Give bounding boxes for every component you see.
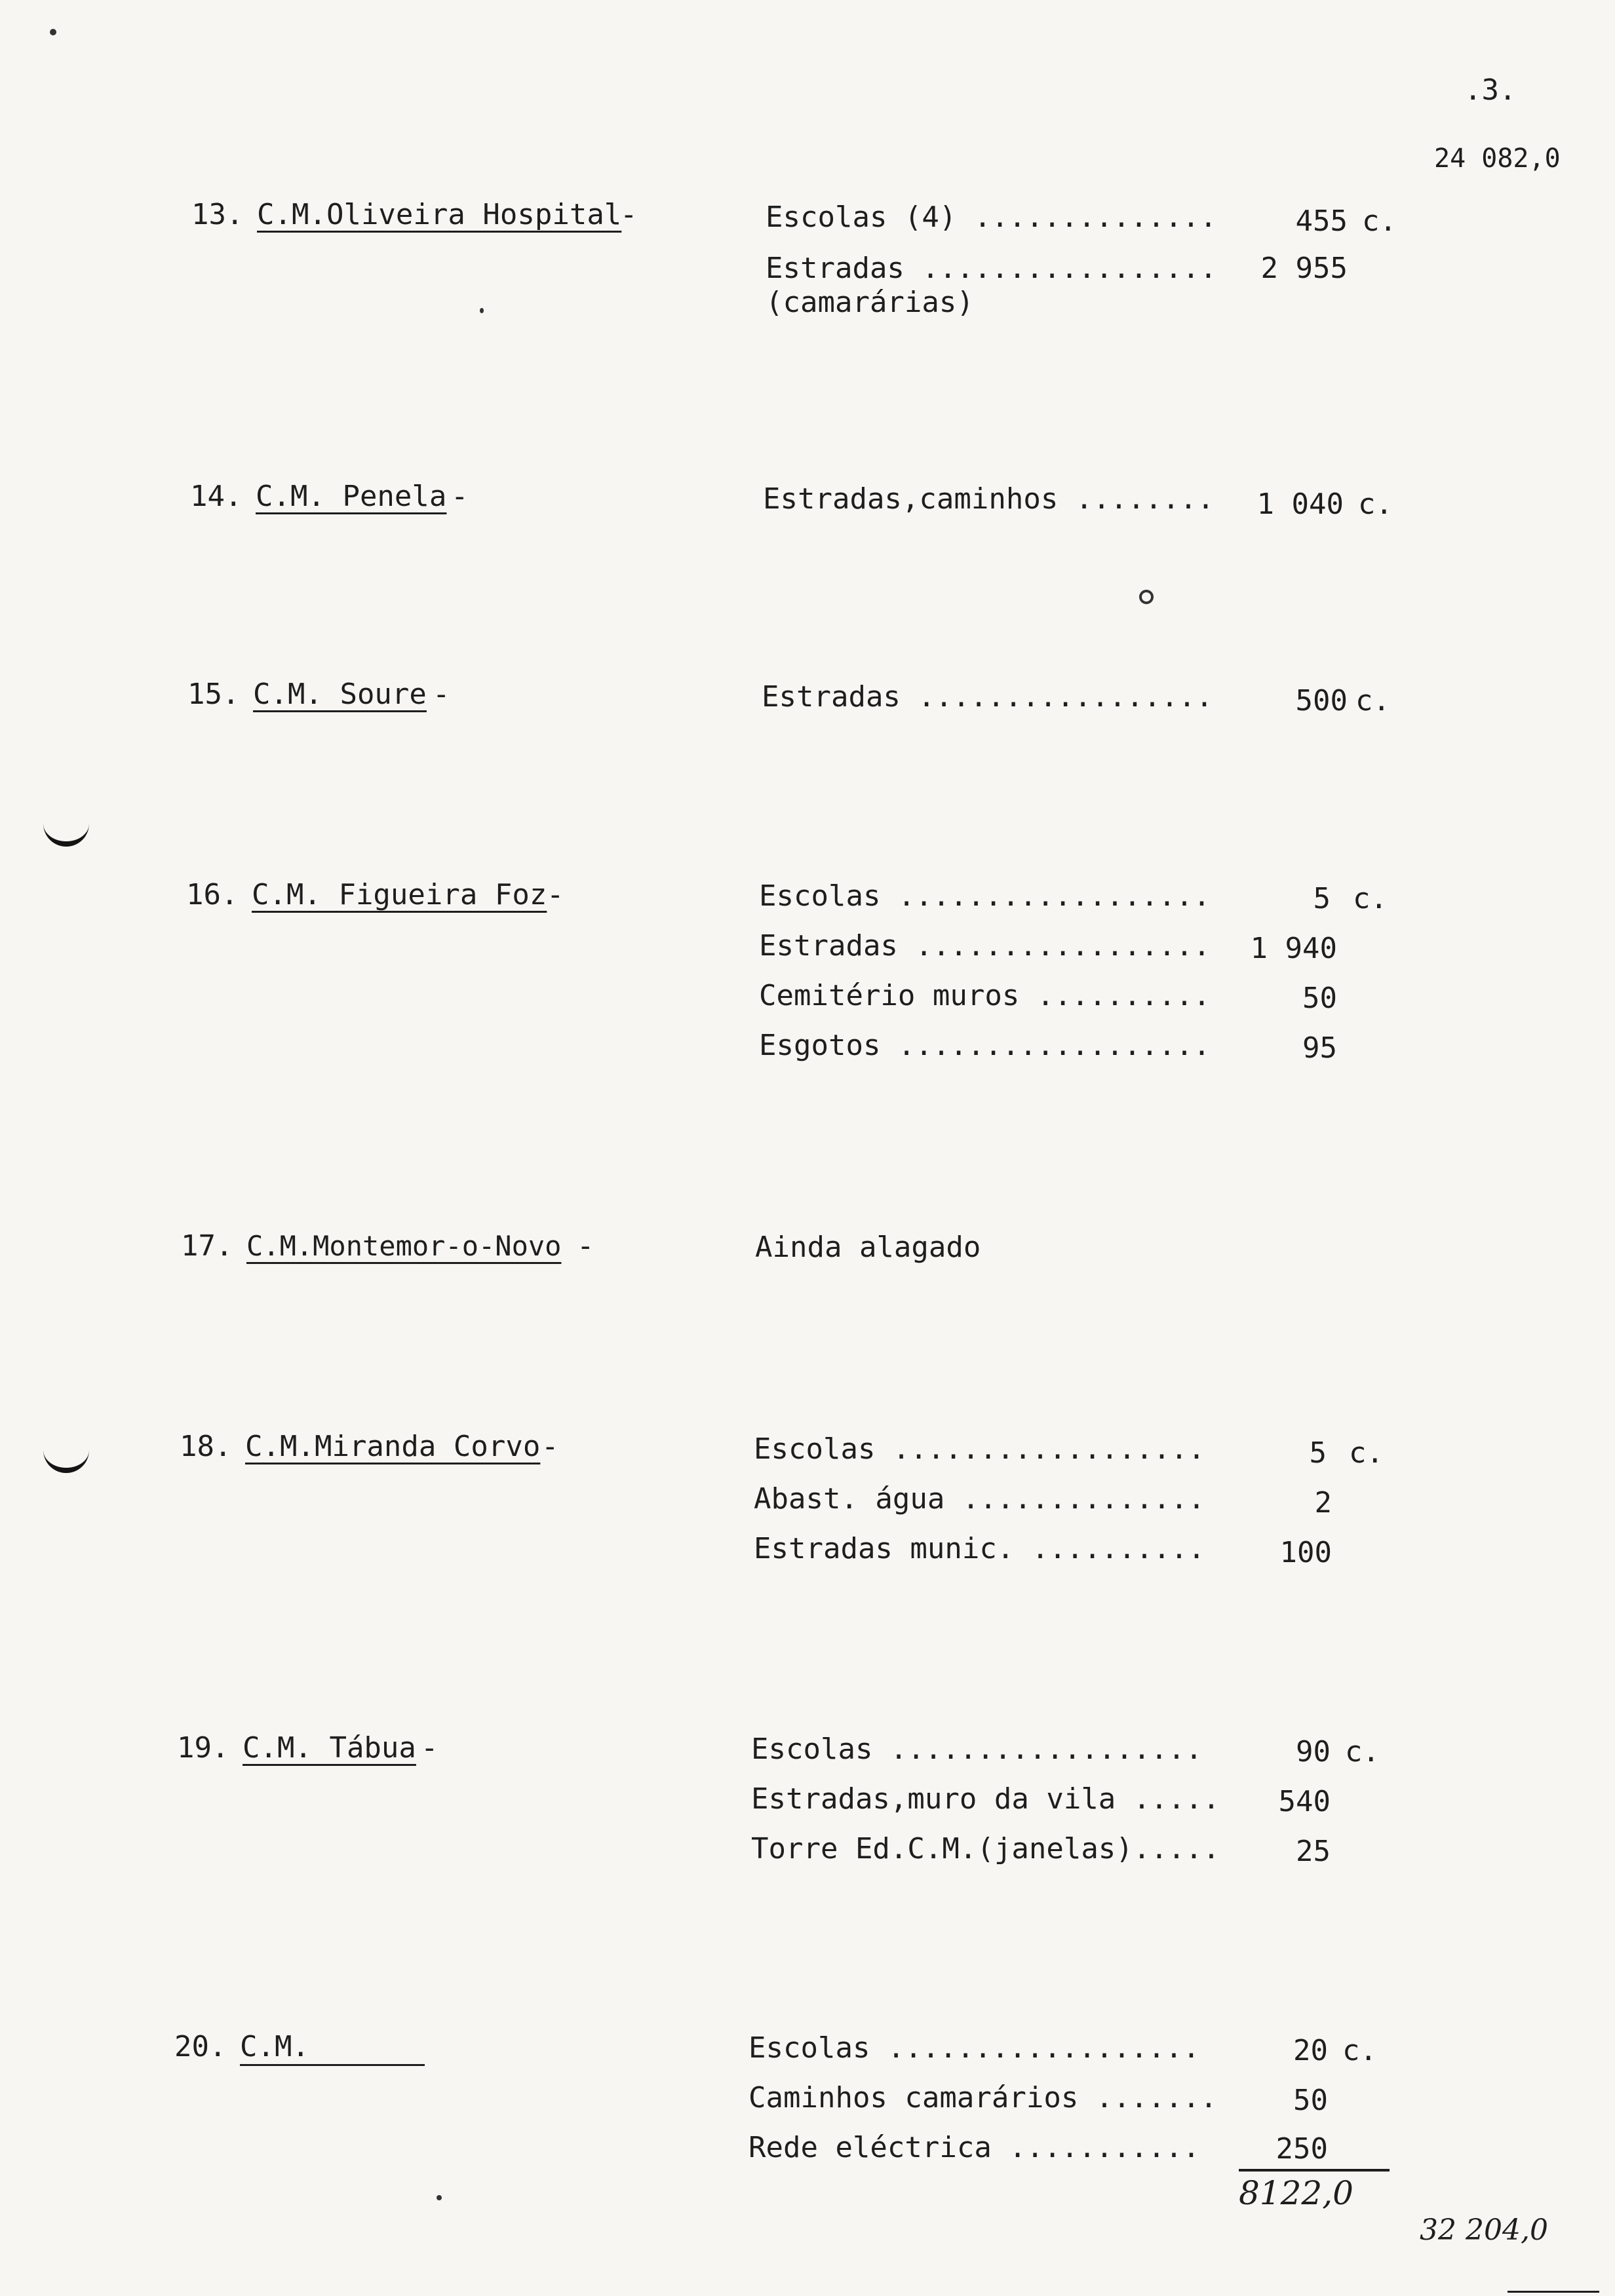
entry-dash: - (433, 678, 450, 711)
item-description: Escolas (4) .............. (766, 201, 1217, 234)
item-value: 2 (1314, 1486, 1332, 1520)
item-description: Estradas,caminhos ........ (763, 482, 1215, 516)
item-value: 540 (1278, 1785, 1331, 1818)
item-value: 455 (1295, 204, 1348, 238)
item-value: 250 (1275, 2132, 1328, 2166)
entry-name: C.M. Figueira Foz (252, 878, 547, 911)
speck (1139, 590, 1154, 604)
item-description: Abast. água .............. (754, 1482, 1205, 1516)
item-description: Cemitério muros .......... (759, 979, 1211, 1012)
speck (50, 29, 56, 35)
item-value: 1 040 (1256, 488, 1344, 521)
item-description: (camarárias) (766, 286, 974, 319)
item-description: Esgotos .................. (759, 1029, 1211, 1062)
item-value: 5 (1313, 882, 1331, 915)
item-value: 50 (1293, 2084, 1328, 2117)
entry-dash: - (547, 878, 564, 911)
item-value: 100 (1279, 1536, 1332, 1569)
item-description: Escolas .................. (751, 1732, 1203, 1766)
entry-name: C.M.Montemor-o-Novo (246, 1230, 562, 1262)
speck (437, 2195, 442, 2200)
item-unit: c. (1345, 1735, 1380, 1769)
item-description: Torre Ed.C.M.(janelas)..... (751, 1832, 1220, 1866)
entry-number: 14. (190, 480, 243, 513)
item-description: Rede eléctrica ........... (749, 2131, 1200, 2164)
item-description: Estradas ................. (762, 680, 1213, 714)
item-value: 5 (1309, 1436, 1327, 1470)
item-unit: c. (1353, 882, 1388, 915)
item-value: 1 940 (1250, 932, 1337, 965)
entry-dash: - (421, 1731, 438, 1765)
entry-name: C.M. Penela (256, 480, 447, 513)
entry-number: 18. (180, 1430, 232, 1463)
punch-hole-mark (43, 1439, 89, 1473)
item-unit: c. (1358, 488, 1393, 521)
item-unit: c. (1362, 204, 1397, 238)
entry-number: 20. (174, 2030, 227, 2063)
item-value: 500 (1295, 684, 1348, 718)
item-value: 2 955 (1260, 252, 1348, 285)
item-description: Escolas .................. (754, 1432, 1205, 1466)
corner-rule (1508, 2291, 1599, 2293)
entry-dash: - (577, 1229, 594, 1263)
entry-number: 19. (177, 1731, 229, 1765)
entry-name: C.M. (240, 2030, 309, 2063)
entry-number: 16. (186, 878, 239, 911)
entry-number: 13. (191, 198, 244, 231)
item-description: Caminhos camarários ....... (749, 2081, 1218, 2114)
item-description: Escolas .................. (759, 879, 1211, 913)
entry-name-underline (240, 2064, 425, 2066)
punch-hole-mark (43, 813, 89, 847)
item-value: 20 (1293, 2034, 1328, 2067)
item-value: 90 (1296, 1735, 1331, 1769)
entry-name: C.M.Oliveira Hospital (257, 198, 622, 231)
handwritten-subtotal: 8122,0 (1239, 2174, 1353, 2212)
item-description: Ainda alagado (755, 1231, 981, 1264)
item-unit: c. (1342, 2034, 1377, 2067)
item-description: Estradas munic. .......... (754, 1532, 1205, 1565)
entry-dash: - (541, 1430, 559, 1463)
entry-name: C.M. Soure (253, 678, 427, 711)
entry-number: 17. (181, 1229, 233, 1263)
handwritten-carry-out: 32 204,0 (1420, 2213, 1548, 2247)
page-number: .3. (1464, 73, 1517, 107)
item-value: 25 (1296, 1835, 1331, 1868)
item-description: Estradas ................. (759, 929, 1211, 963)
speck (480, 308, 484, 313)
item-unit: c. (1349, 1436, 1384, 1470)
entry-number: 15. (187, 678, 240, 711)
entry-name: C.M.Miranda Corvo (245, 1430, 541, 1463)
item-description: Estradas ................. (766, 252, 1217, 285)
item-description: Escolas .................. (749, 2031, 1200, 2065)
carry-in-total: 24 082,0 (1434, 144, 1561, 174)
total-rule (1239, 2169, 1390, 2172)
entry-dash: - (451, 480, 469, 513)
item-description: Estradas,muro da vila ..... (751, 1782, 1220, 1816)
item-unit: c. (1355, 684, 1390, 718)
entry-name: C.M. Tábua (243, 1731, 416, 1765)
item-value: 50 (1302, 982, 1337, 1015)
entry-dash: - (620, 198, 638, 231)
item-value: 95 (1302, 1031, 1337, 1065)
